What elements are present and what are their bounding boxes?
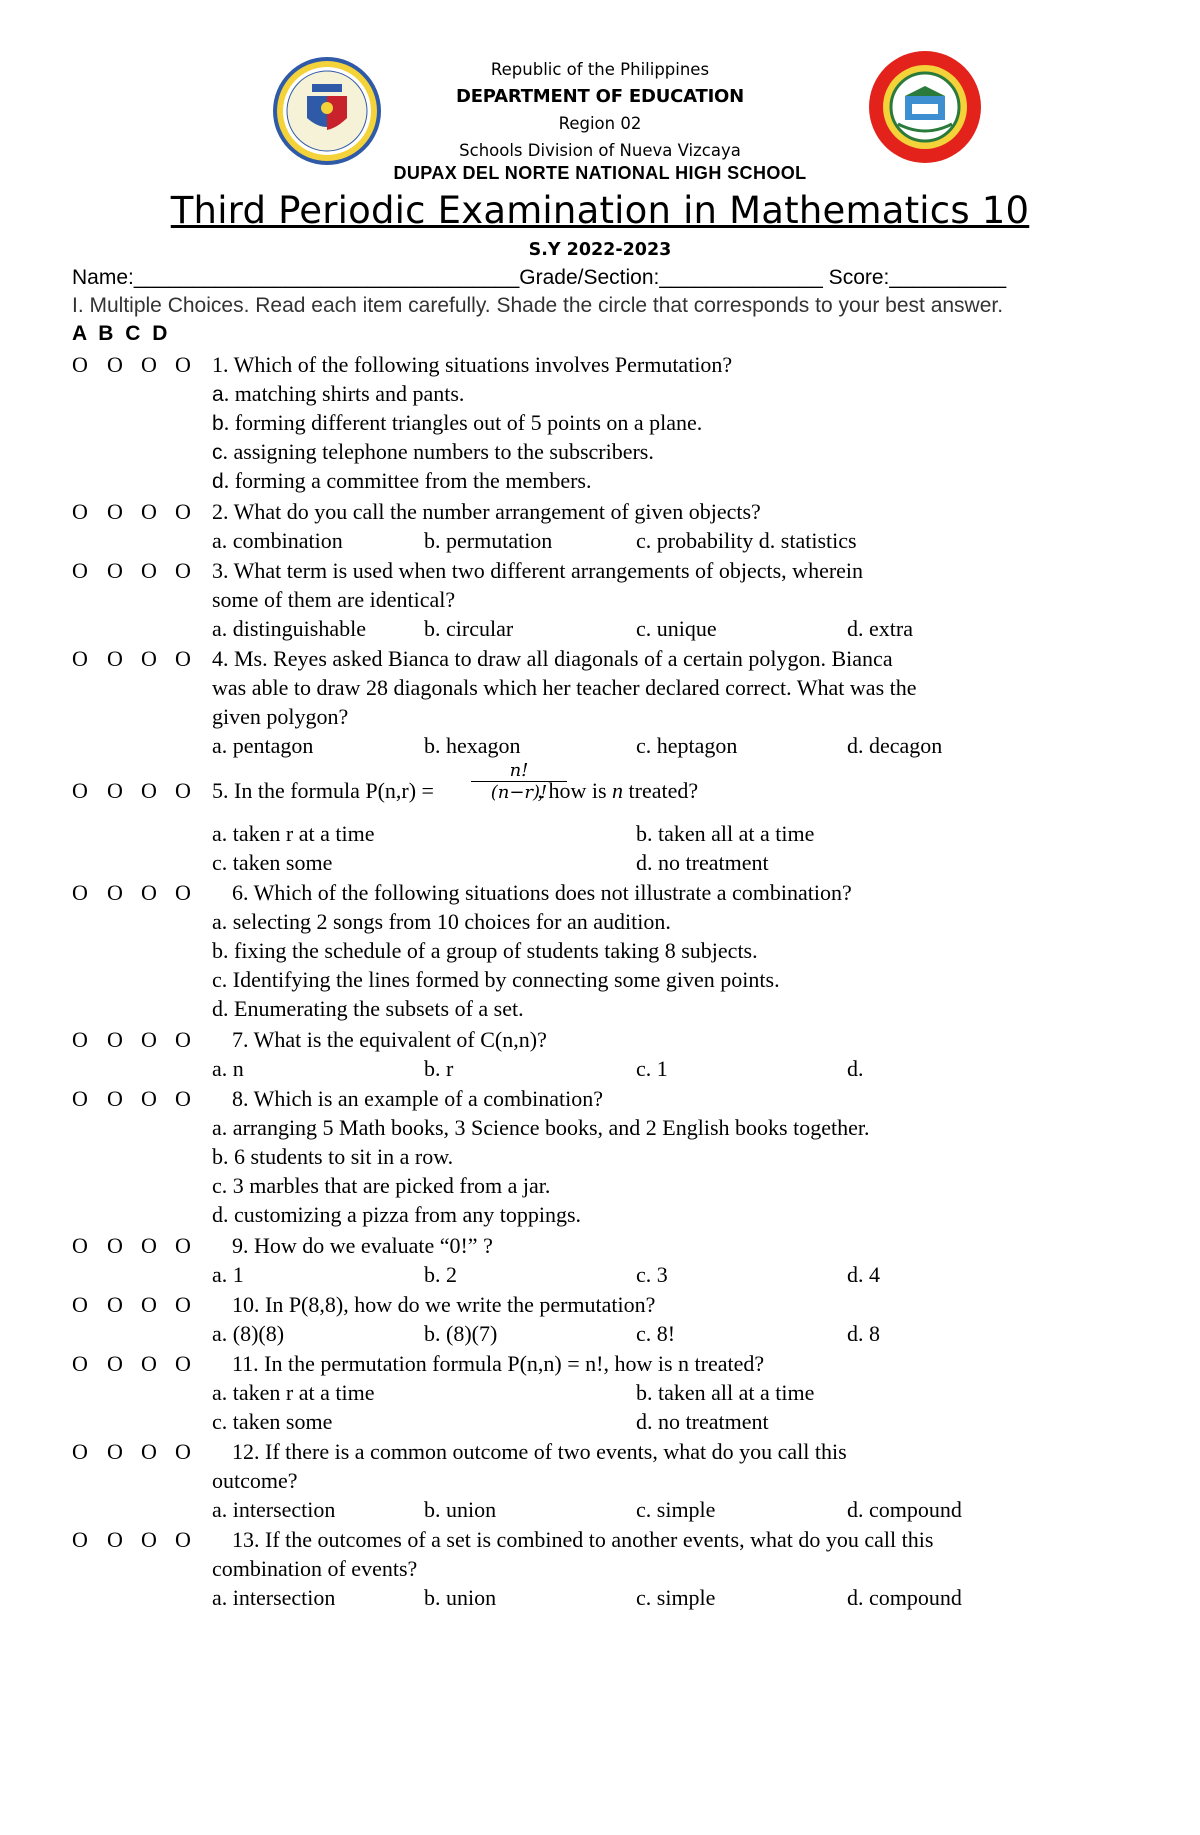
option-c: c. simple — [636, 1497, 716, 1522]
question-text: 1. Which of the following situations involves Permutation? — [212, 352, 733, 377]
option-c: c. 1 — [636, 1056, 668, 1081]
option-c: c. Identifying the lines formed by connecting some given points. — [212, 967, 780, 992]
question-text-end: treated? — [623, 778, 699, 803]
choice-header: A B C D — [72, 322, 168, 345]
answer-bubble-a[interactable]: O — [72, 558, 88, 583]
division-line: Schools Division of Nueva Vizcaya — [459, 141, 741, 160]
answer-bubble-d[interactable]: O — [175, 499, 191, 524]
question-text: 12. If there is a common outcome of two events, what do you call this — [232, 1439, 847, 1464]
option-b: b. hexagon — [424, 733, 521, 758]
school-name: DUPAX DEL NORTE NATIONAL HIGH SCHOOL — [393, 163, 807, 183]
answer-bubble-d[interactable]: O — [175, 1233, 191, 1258]
answer-bubble-c[interactable]: O — [141, 558, 157, 583]
answer-bubble-d[interactable]: O — [175, 646, 191, 671]
answer-bubble-a[interactable]: O — [72, 1292, 88, 1317]
option-b: b. 2 — [424, 1262, 457, 1287]
answer-bubble-b[interactable]: O — [107, 1351, 123, 1376]
answer-bubble-b[interactable]: O — [107, 778, 123, 803]
option-b — [212, 408, 702, 438]
department-name: DEPARTMENT OF EDUCATION — [455, 86, 745, 107]
option-d: d. 8 — [847, 1321, 880, 1346]
answer-bubble-b[interactable]: O — [107, 1027, 123, 1052]
option-d: d. 4 — [847, 1262, 880, 1287]
option-a: a. (8)(8) — [212, 1321, 285, 1346]
answer-bubble-b[interactable]: O — [107, 499, 123, 524]
question-text: 7. What is the equivalent of C(n,n)? — [232, 1027, 547, 1052]
answer-bubble-d[interactable]: O — [175, 778, 191, 803]
option-c: c. 8! — [636, 1321, 676, 1346]
question-text — [212, 776, 698, 805]
question-text: 8. Which is an example of a combination? — [232, 1086, 604, 1111]
option-letter: a — [212, 383, 224, 406]
question-text-continued: outcome? — [212, 1468, 298, 1493]
option-text: . assigning telephone numbers to the subscribers. — [222, 439, 654, 464]
option-c — [212, 437, 654, 467]
question-text: 3. What term is used when two different arrangements of objects, wherein — [212, 558, 864, 583]
option-d: d. — [847, 1056, 864, 1081]
option-a: a. taken r at a time — [212, 821, 375, 846]
option-a: a. arranging 5 Math books, 3 Science books, and 2 English books together. — [212, 1115, 870, 1140]
option-b: b. permutation — [424, 528, 553, 553]
answer-bubble-c[interactable]: O — [141, 1233, 157, 1258]
answer-bubble-c[interactable]: O — [141, 880, 157, 905]
option-text: . forming different triangles out of 5 points on a plane. — [223, 410, 703, 435]
option-d: d. decagon — [847, 733, 943, 758]
exam-title: Third Periodic Examination in Mathematics 10 — [170, 189, 1030, 232]
option-a: a. 1 — [212, 1262, 244, 1287]
option-c: c. simple — [636, 1585, 716, 1610]
option-a: a. taken r at a time — [212, 1380, 375, 1405]
question-text: 4. Ms. Reyes asked Bianca to draw all diagonals of a certain polygon. Bianca — [212, 646, 893, 671]
question-text-after: , how is — [531, 778, 613, 803]
option-a: a. selecting 2 songs from 10 choices for an audition. — [212, 909, 671, 934]
option-a: a. intersection — [212, 1497, 336, 1522]
option-a — [212, 379, 464, 409]
answer-bubble-a[interactable]: O — [72, 352, 88, 377]
answer-bubble-d[interactable]: O — [175, 880, 191, 905]
answer-bubble-c[interactable]: O — [141, 1086, 157, 1111]
answer-bubble-c[interactable]: O — [141, 646, 157, 671]
option-c: c. 3 — [636, 1262, 668, 1287]
answer-bubble-c[interactable]: O — [141, 1351, 157, 1376]
option-c: c. 3 marbles that are picked from a jar. — [212, 1173, 551, 1198]
option-d: d. Enumerating the subsets of a set. — [212, 996, 524, 1021]
option-b: b. (8)(7) — [424, 1321, 498, 1346]
answer-bubble-a[interactable]: O — [72, 778, 88, 803]
option-d: d. compound — [847, 1497, 962, 1522]
answer-bubble-a[interactable]: O — [72, 1233, 88, 1258]
answer-bubble-d[interactable]: O — [175, 1027, 191, 1052]
question-text-continued: was able to draw 28 diagonals which her teacher declared correct. What was the — [212, 675, 917, 700]
option-c: c. unique — [636, 616, 717, 641]
name-grade-score-line: Name:_________________________________Grade/Section:______________ Score:__________ — [72, 266, 1007, 289]
answer-bubble-b[interactable]: O — [107, 1292, 123, 1317]
option-d — [212, 466, 591, 496]
answer-bubble-d[interactable]: O — [175, 1086, 191, 1111]
option-b: b. taken all at a time — [636, 821, 815, 846]
question-text: 11. In the permutation formula P(n,n) = n!, how is n treated? — [232, 1351, 765, 1376]
option-text: . matching shirts and pants. — [223, 381, 465, 406]
option-b: b. taken all at a time — [636, 1380, 815, 1405]
option-c-d: c. probability d. statistics — [636, 528, 857, 553]
option-a: a. combination — [212, 528, 343, 553]
answer-bubble-b[interactable]: O — [107, 558, 123, 583]
variable-n: n — [612, 778, 624, 803]
answer-bubble-a[interactable]: O — [72, 1027, 88, 1052]
answer-bubble-c[interactable]: O — [141, 778, 157, 803]
formula-prefix: 5. In the formula P(n,r) = — [212, 778, 434, 803]
option-b: b. union — [424, 1497, 497, 1522]
option-d: d. no treatment — [636, 850, 769, 875]
option-d: d. compound — [847, 1585, 962, 1610]
question-text: 6. Which of the following situations does not illustrate a combination? — [232, 880, 852, 905]
option-letter: d — [212, 470, 224, 493]
answer-bubble-d[interactable]: O — [175, 1439, 191, 1464]
option-a: a. pentagon — [212, 733, 314, 758]
option-b: b. circular — [424, 616, 514, 641]
answer-bubble-d[interactable]: O — [175, 352, 191, 377]
answer-bubble-b[interactable]: O — [107, 880, 123, 905]
question-text: 2. What do you call the number arrangement of given objects? — [212, 499, 761, 524]
answer-bubble-b[interactable]: O — [107, 646, 123, 671]
school-year: S.Y 2022-2023 — [528, 240, 672, 260]
answer-bubble-a[interactable]: O — [72, 880, 88, 905]
permutation-fraction — [471, 761, 567, 804]
option-d: d. no treatment — [636, 1409, 769, 1434]
question-text: 10. In P(8,8), how do we write the permutation? — [232, 1292, 656, 1317]
question-text: 13. If the outcomes of a set is combined to another events, what do you call this — [232, 1527, 934, 1552]
instructions: I. Multiple Choices. Read each item carefully. Shade the circle that corresponds to your best answer. — [72, 294, 1004, 317]
republic-line: Republic of the Philippines — [490, 60, 710, 79]
option-d: d. customizing a pizza from any toppings. — [212, 1202, 582, 1227]
fraction-denominator: (n−r)! — [471, 781, 567, 804]
answer-bubble-b[interactable]: O — [107, 1086, 123, 1111]
question-text-continued: combination of events? — [212, 1556, 418, 1581]
option-d: d. extra — [847, 616, 913, 641]
option-a: a. distinguishable — [212, 616, 366, 641]
question-text-continued: some of them are identical? — [212, 587, 456, 612]
answer-bubble-d[interactable]: O — [175, 1292, 191, 1317]
option-letter: c — [212, 441, 223, 464]
answer-bubble-c[interactable]: O — [141, 1027, 157, 1052]
answer-bubble-b[interactable]: O — [107, 1233, 123, 1258]
answer-bubble-b[interactable]: O — [107, 352, 123, 377]
option-b: b. union — [424, 1585, 497, 1610]
region-line: Region 02 — [558, 114, 642, 133]
answer-bubble-a[interactable]: O — [72, 646, 88, 671]
answer-bubble-a[interactable]: O — [72, 1527, 88, 1552]
answer-bubble-c[interactable]: O — [141, 499, 157, 524]
answer-bubble-c[interactable]: O — [141, 352, 157, 377]
answer-bubble-c[interactable]: O — [141, 1292, 157, 1317]
answer-bubble-d[interactable]: O — [175, 1351, 191, 1376]
option-text: . forming a committee from the members. — [223, 468, 592, 493]
option-b: b. 6 students to sit in a row. — [212, 1144, 454, 1169]
answer-bubble-a[interactable]: O — [72, 1351, 88, 1376]
fraction-numerator: n! — [509, 760, 529, 781]
question-text: 9. How do we evaluate “0!” ? — [232, 1233, 493, 1258]
answer-bubble-c[interactable]: O — [141, 1527, 157, 1552]
answer-bubble-d[interactable]: O — [175, 558, 191, 583]
answer-bubble-b[interactable]: O — [107, 1439, 123, 1464]
question-text-continued: given polygon? — [212, 704, 349, 729]
option-b: b. r — [424, 1056, 454, 1081]
answer-bubble-a[interactable]: O — [72, 499, 88, 524]
answer-bubble-b[interactable]: O — [107, 1527, 123, 1552]
option-c: c. taken some — [212, 850, 333, 875]
option-letter: b — [212, 412, 224, 435]
option-c: c. taken some — [212, 1409, 333, 1434]
option-b: b. fixing the schedule of a group of students taking 8 subjects. — [212, 938, 758, 963]
answer-bubble-a[interactable]: O — [72, 1086, 88, 1111]
option-a: a. n — [212, 1056, 244, 1081]
answer-bubble-c[interactable]: O — [141, 1439, 157, 1464]
option-a: a. intersection — [212, 1585, 336, 1610]
answer-bubble-d[interactable]: O — [175, 1527, 191, 1552]
answer-bubble-a[interactable]: O — [72, 1439, 88, 1464]
option-c: c. heptagon — [636, 733, 738, 758]
